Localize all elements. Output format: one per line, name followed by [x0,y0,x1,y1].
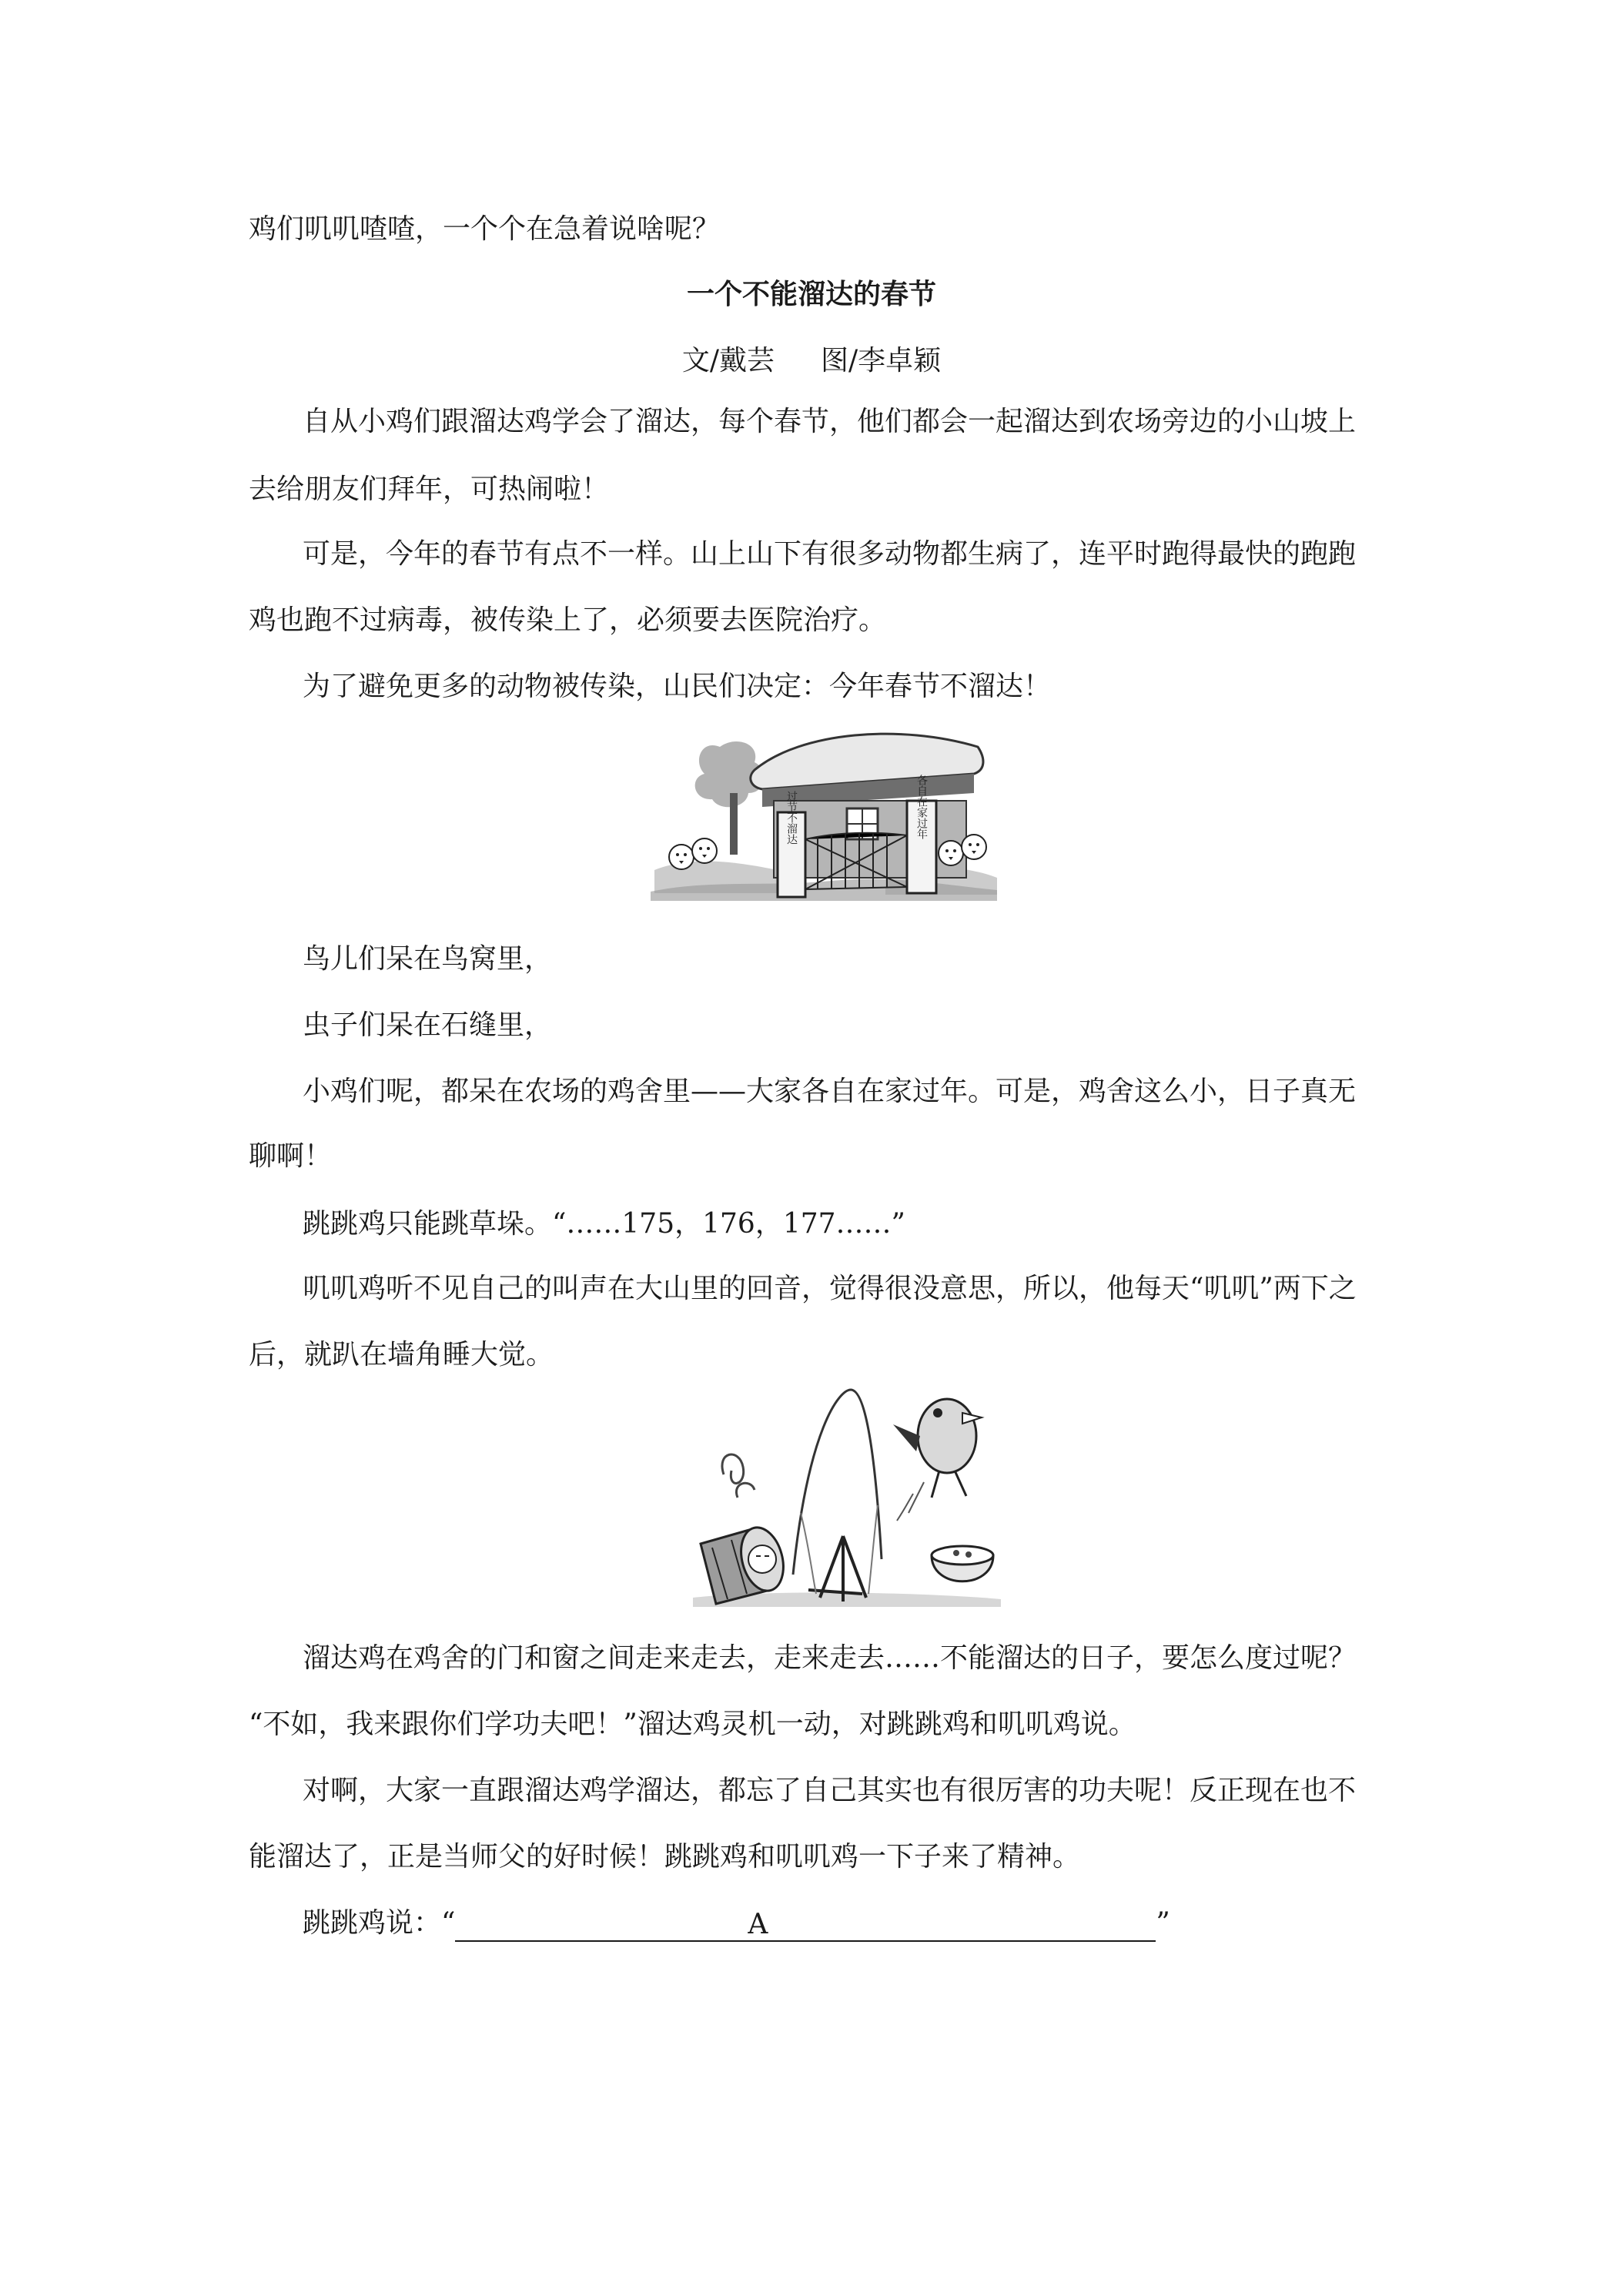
dialogue-line [303,1905,1170,1942]
sleeping-chick-icon [748,1545,776,1573]
blank-label: A [748,1909,768,1940]
farmhouse-gate-illustration [647,716,1001,905]
paragraph-line: 后，就趴在墙角睡大觉。 [249,1339,554,1371]
gate-sign-right: 各自在家过年 [915,775,928,839]
story-title: 一个不能溜达的春节 [686,279,936,310]
jumping-chicken-icon [893,1399,982,1498]
paragraph-line: 跳跳鸡只能跳草垛。“……175，176，177……” [303,1208,905,1240]
author: 文/戴芸 [681,345,775,377]
illustrator: 图/李卓颖 [821,345,942,377]
dialogue-suffix: ” [1156,1907,1170,1939]
paragraph-line: 可是，今年的春节有点不一样。山上山下有很多动物都生病了，连平时跑得最快的跑跑 [303,538,1357,570]
gate-sign-left: 过节不溜达 [785,791,798,845]
paragraph-line: 自从小鸡们跟溜达鸡学会了溜达，每个春节，他们都会一起溜达到农场旁边的小山坡上 [303,406,1357,437]
paragraph-line: 聊啊！ [249,1140,333,1172]
story-byline [0,339,1623,378]
paragraph-line: 能溜达了，正是当师父的好时候！跳跳鸡和叽叽鸡一下子来了精神。 [249,1841,1081,1873]
chick-icon [669,845,694,869]
paragraph-line: 鸟儿们呆在鸟窝里， [303,943,553,975]
paragraph-line: 对啊，大家一直跟溜达鸡学溜达，都忘了自己其实也有很厉害的功夫呢！反正现在也不 [303,1775,1357,1806]
paragraph-line: 虫子们呆在石缝里， [303,1009,553,1041]
intro-line: 鸡们叽叽喳喳，一个个在急着说啥呢？ [249,213,721,245]
paragraph-line: 叽叽鸡听不见自己的叫声在大山里的回音，觉得很没意思，所以，他每天“叽叽”两下之 [303,1273,1357,1304]
paragraph-line: 小鸡们呢，都呆在农场的鸡舍里——大家各自在家过年。可是，鸡舍这么小，日子真无 [303,1076,1357,1107]
haystack-icon [808,1536,866,1602]
barrel-icon [701,1523,790,1604]
paragraph-line: 鸡也跑不过病毒，被传染上了，必须要去医院治疗。 [249,604,887,636]
bowl-icon [932,1546,993,1581]
paragraph-line: 去给朋友们拜年，可热闹啦！ [249,474,610,505]
paragraph-line: 为了避免更多的动物被传染，山民们决定：今年春节不溜达！ [303,671,1052,702]
chickens-playing-illustration [685,1382,1009,1613]
chick-icon [692,838,717,863]
answer-blank[interactable] [455,1909,1156,1942]
paragraph-line: “不如，我来跟你们学功夫吧！”溜达鸡灵机一动，对跳跳鸡和叽叽鸡说。 [249,1709,1136,1740]
chick-icon [939,841,963,865]
chick-icon [962,835,986,859]
paragraph-line: 溜达鸡在鸡舍的门和窗之间走来走去，走来走去……不能溜达的日子，要怎么度过呢？ [303,1642,1357,1674]
dialogue-prefix: 跳跳鸡说：“ [303,1907,456,1939]
